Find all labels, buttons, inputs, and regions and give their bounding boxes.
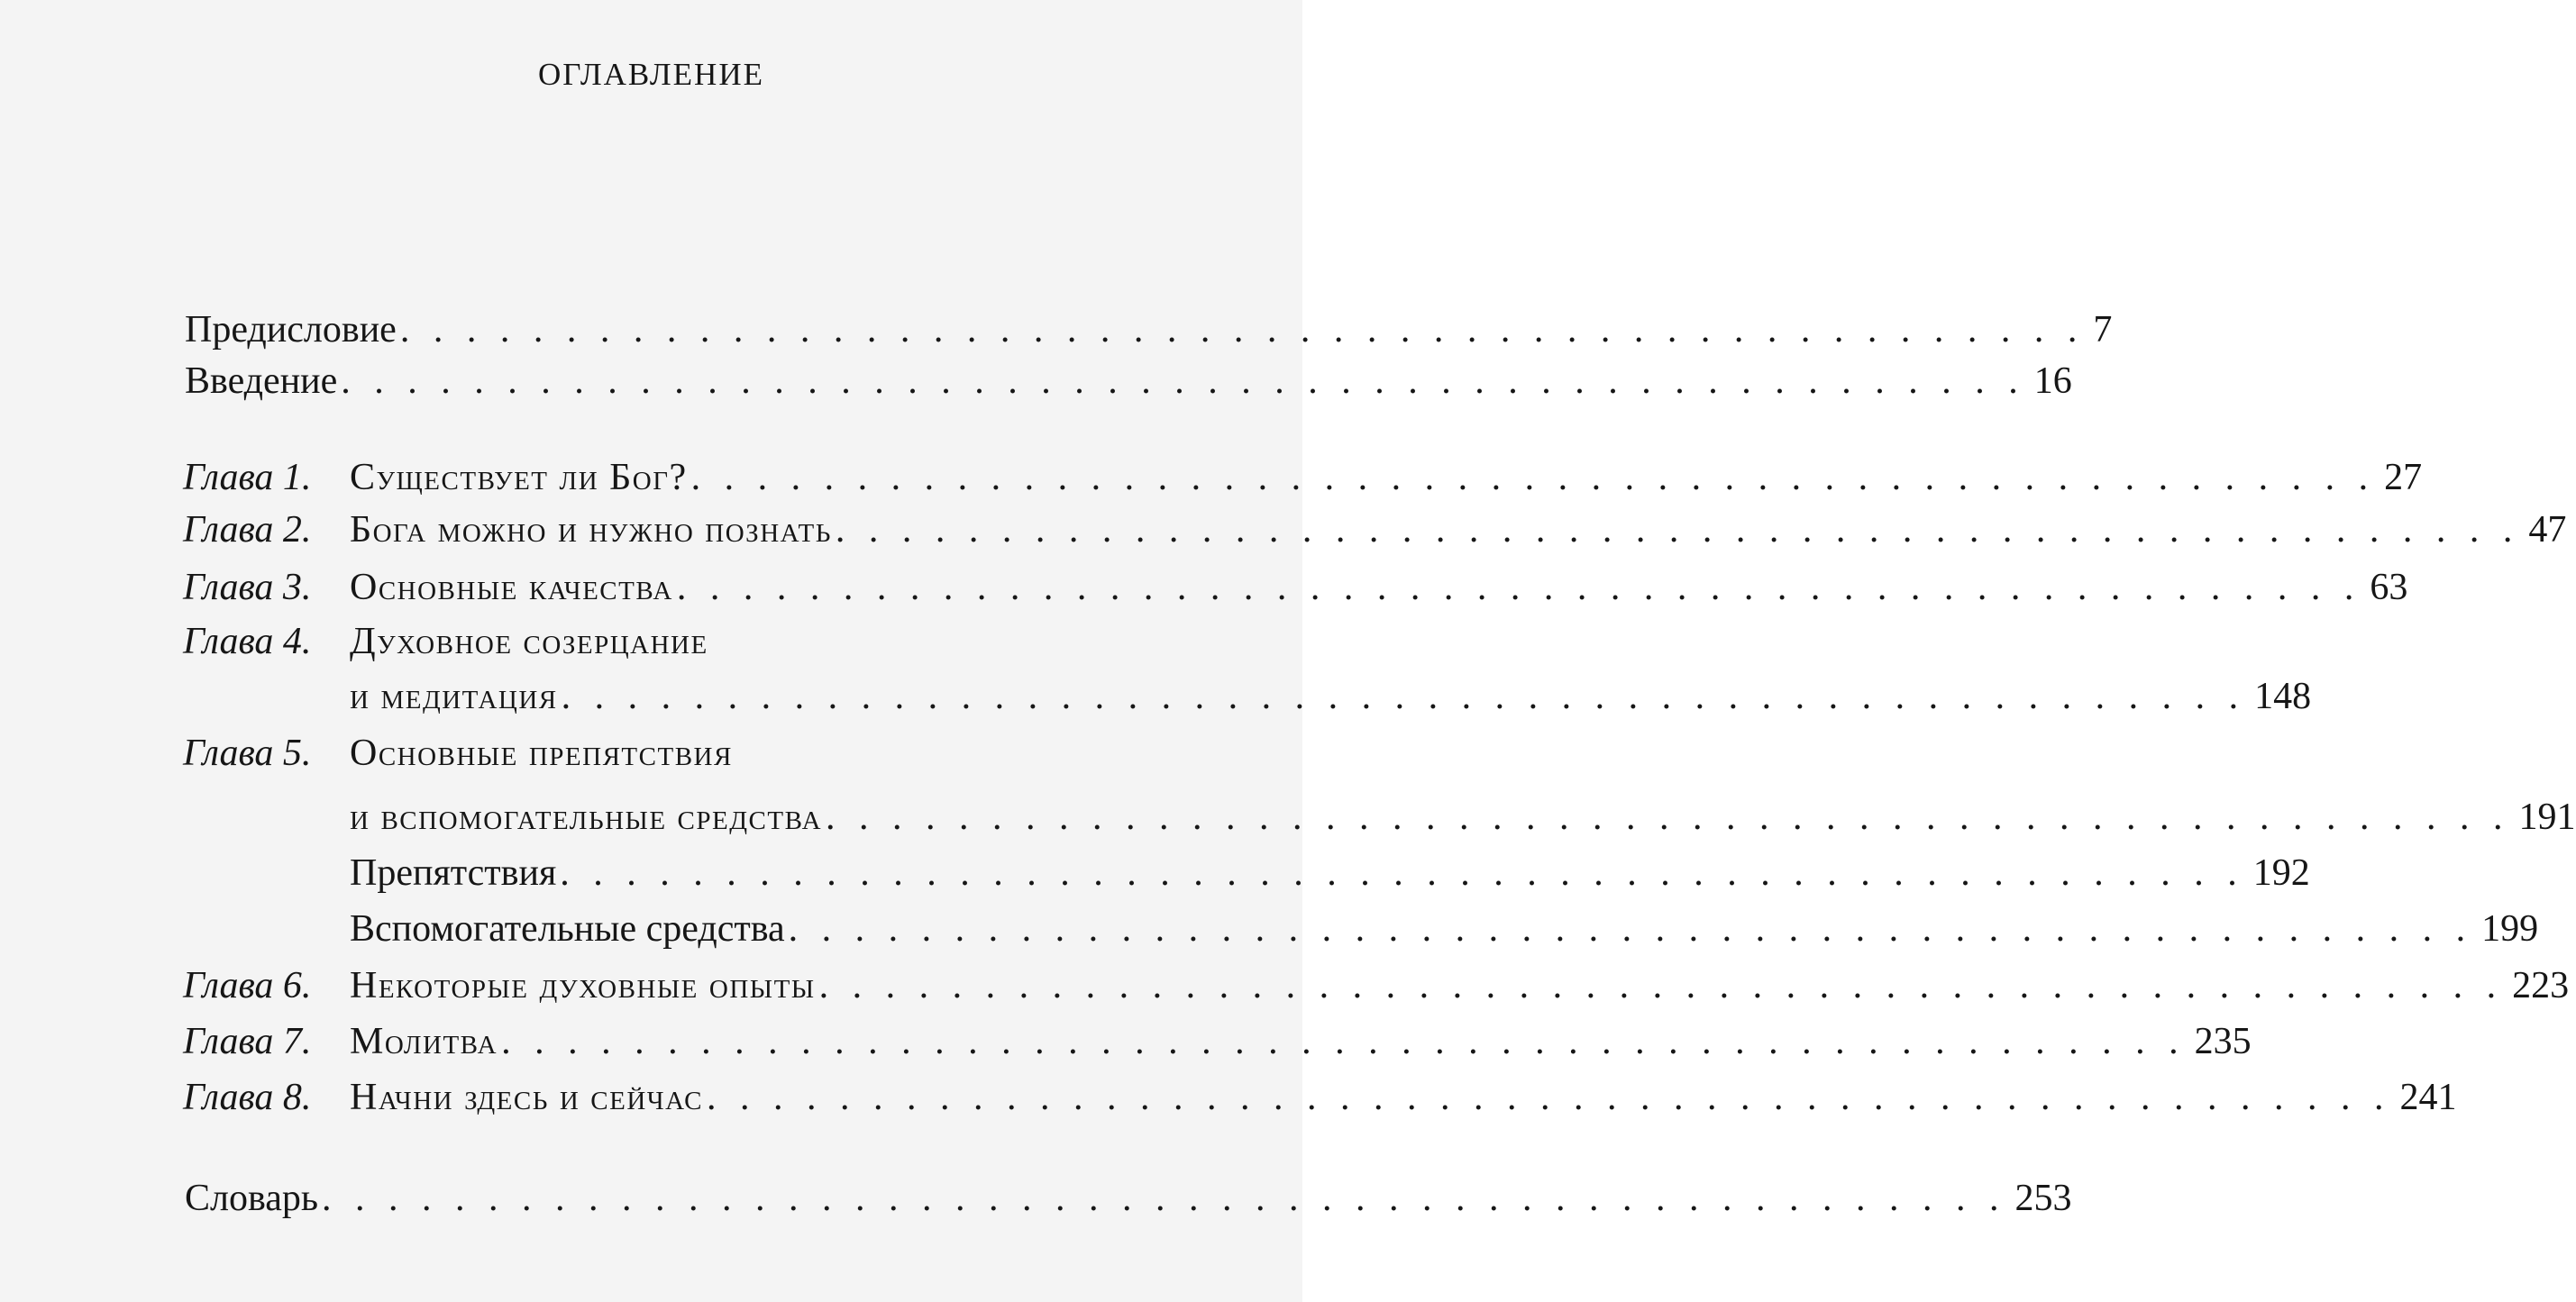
toc-entry-text: Вспомогательные средства bbox=[350, 908, 785, 950]
toc-page-number: 235 bbox=[2194, 1021, 2252, 1062]
toc-leader-dots: . . . . . . . . . . . . . . . . . . . . . . . . . . . . . . . . . . . . . . . . . . . . . . . . . . . bbox=[788, 908, 2473, 950]
toc-chapter-label: Глава 2. bbox=[183, 509, 312, 551]
toc-entry-text: Препятствия bbox=[350, 852, 557, 894]
toc-chapter-label: Глава 5. bbox=[183, 733, 312, 774]
toc-entry-chapter-7 bbox=[183, 1016, 2252, 1067]
toc-chapter-label: Глава 1. bbox=[183, 457, 312, 498]
toc-page-number: 16 bbox=[2033, 360, 2072, 402]
toc-leader-dots: . . . . . . . . . . . . . . . . . . . . . . . . . . . . . . . . . . . . . . . . . . . . . . . . . . . bbox=[690, 457, 2376, 498]
toc-entry-chapter-4-continued bbox=[350, 671, 2312, 722]
toc-page-number: 63 bbox=[2370, 567, 2408, 608]
toc-leader-dots: . . . . . . . . . . . . . . . . . . . . . . . . . . . . . . . . . . . . . . . . . . . . . . . . . . . bbox=[399, 309, 2085, 351]
toc-entry-text: Словарь bbox=[185, 1178, 319, 1219]
toc-page-number: 47 bbox=[2528, 509, 2567, 551]
toc-chapter-label: Глава 6. bbox=[183, 965, 312, 1006]
toc-leader-dots: . . . . . . . . . . . . . . . . . . . . . . . . . . . . . . . . . . . . . . . . . . . . . . . . . . . bbox=[706, 1077, 2391, 1118]
toc-leader-dots: . . . . . . . . . . . . . . . . . . . . . . . . . . . . . . . . . . . . . . . . . . . . . . . . . . . bbox=[322, 1178, 2006, 1219]
toc-entry-text: Основные препятствия bbox=[350, 733, 733, 774]
toc-entry-text: Начни здесь и сейчас bbox=[350, 1077, 703, 1118]
toc-leader-dots: . . . . . . . . . . . . . . . . . . . . . . . . . . . . . . . . . . . . . . . . . . . . . . . . . . . bbox=[341, 360, 2025, 402]
toc-page-number: 27 bbox=[2384, 457, 2423, 498]
toc-page-number: 199 bbox=[2481, 908, 2539, 950]
toc-entry-text: Духовное созерцание bbox=[350, 621, 708, 662]
toc-page-number: 148 bbox=[2254, 676, 2312, 717]
toc-chapter-label: Глава 8. bbox=[183, 1077, 312, 1118]
toc-leader-dots: . . . . . . . . . . . . . . . . . . . . . . . . . . . . . . . . . . . . . . . . . . . . . . . . . . . bbox=[826, 797, 2510, 838]
toc-entry-text: и медитация bbox=[350, 676, 558, 717]
toc-entry-chapter-5 bbox=[183, 728, 1100, 778]
toc-leader-dots: . . . . . . . . . . . . . . . . . . . . . . . . . . . . . . . . . . . . . . . . . . . . . . . . . . . bbox=[835, 509, 2520, 551]
toc-entry-text: Основные качества bbox=[350, 567, 673, 608]
toc-chapter-label: Глава 3. bbox=[183, 567, 312, 608]
toc-chapter-label: Глава 7. bbox=[183, 1021, 312, 1062]
toc-subentry-obstacles bbox=[350, 848, 2310, 898]
toc-leader-dots: . . . . . . . . . . . . . . . . . . . . . . . . . . . . . . . . . . . . . . . . . . . . . . . . . . . bbox=[676, 567, 2361, 608]
toc-entry-chapter-3 bbox=[183, 562, 2408, 613]
toc-entry-chapter-5-continued bbox=[350, 792, 2576, 842]
toc-page-number: 192 bbox=[2252, 852, 2310, 894]
toc-entry-text: Введение bbox=[185, 360, 338, 402]
toc-chapter-label: Глава 4. bbox=[183, 621, 312, 662]
toc-entry-text: Бога можно и нужно познать bbox=[350, 509, 832, 551]
page-title: оглавление bbox=[538, 44, 764, 95]
toc-entry-text: и вспомогательные средства bbox=[350, 797, 823, 838]
toc-subentry-aids bbox=[350, 904, 2539, 954]
toc-entry-chapter-2 bbox=[183, 505, 2567, 555]
toc-entry-chapter-1 bbox=[183, 452, 2423, 503]
toc-entry-chapter-6 bbox=[183, 961, 2570, 1011]
toc-entry-text: Молитва bbox=[350, 1021, 498, 1062]
toc-leader-dots: . . . . . . . . . . . . . . . . . . . . . . . . . . . . . . . . . . . . . . . . . . . . . . . . . . . bbox=[501, 1021, 2186, 1062]
toc-leader-dots: . . . . . . . . . . . . . . . . . . . . . . . . . . . . . . . . . . . . . . . . . . . . . . . . . . . bbox=[560, 852, 2244, 894]
toc-entry-glossary bbox=[185, 1173, 2072, 1224]
toc-entry-chapter-4 bbox=[183, 616, 1100, 667]
toc-entry-chapter-8 bbox=[183, 1072, 2457, 1123]
toc-page-number: 241 bbox=[2399, 1077, 2457, 1118]
toc-page-number: 7 bbox=[2093, 309, 2113, 351]
toc-leader-dots: . . . . . . . . . . . . . . . . . . . . . . . . . . . . . . . . . . . . . . . . . . . . . . . . . . . bbox=[818, 965, 2504, 1006]
toc-page-number: 253 bbox=[2014, 1178, 2072, 1219]
toc-entry-preface bbox=[185, 305, 2113, 355]
toc-entry-text: Предисловие bbox=[185, 309, 397, 351]
toc-entry-text: Некоторые духовные опыты bbox=[350, 965, 816, 1006]
toc-page-number: 191 bbox=[2518, 797, 2576, 838]
toc-entry-introduction bbox=[185, 356, 2072, 406]
toc-page-number: 223 bbox=[2512, 965, 2570, 1006]
toc-entry-text: Существует ли Бог? bbox=[350, 457, 688, 498]
toc-leader-dots: . . . . . . . . . . . . . . . . . . . . . . . . . . . . . . . . . . . . . . . . . . . . . . . . . . . bbox=[561, 676, 2246, 717]
